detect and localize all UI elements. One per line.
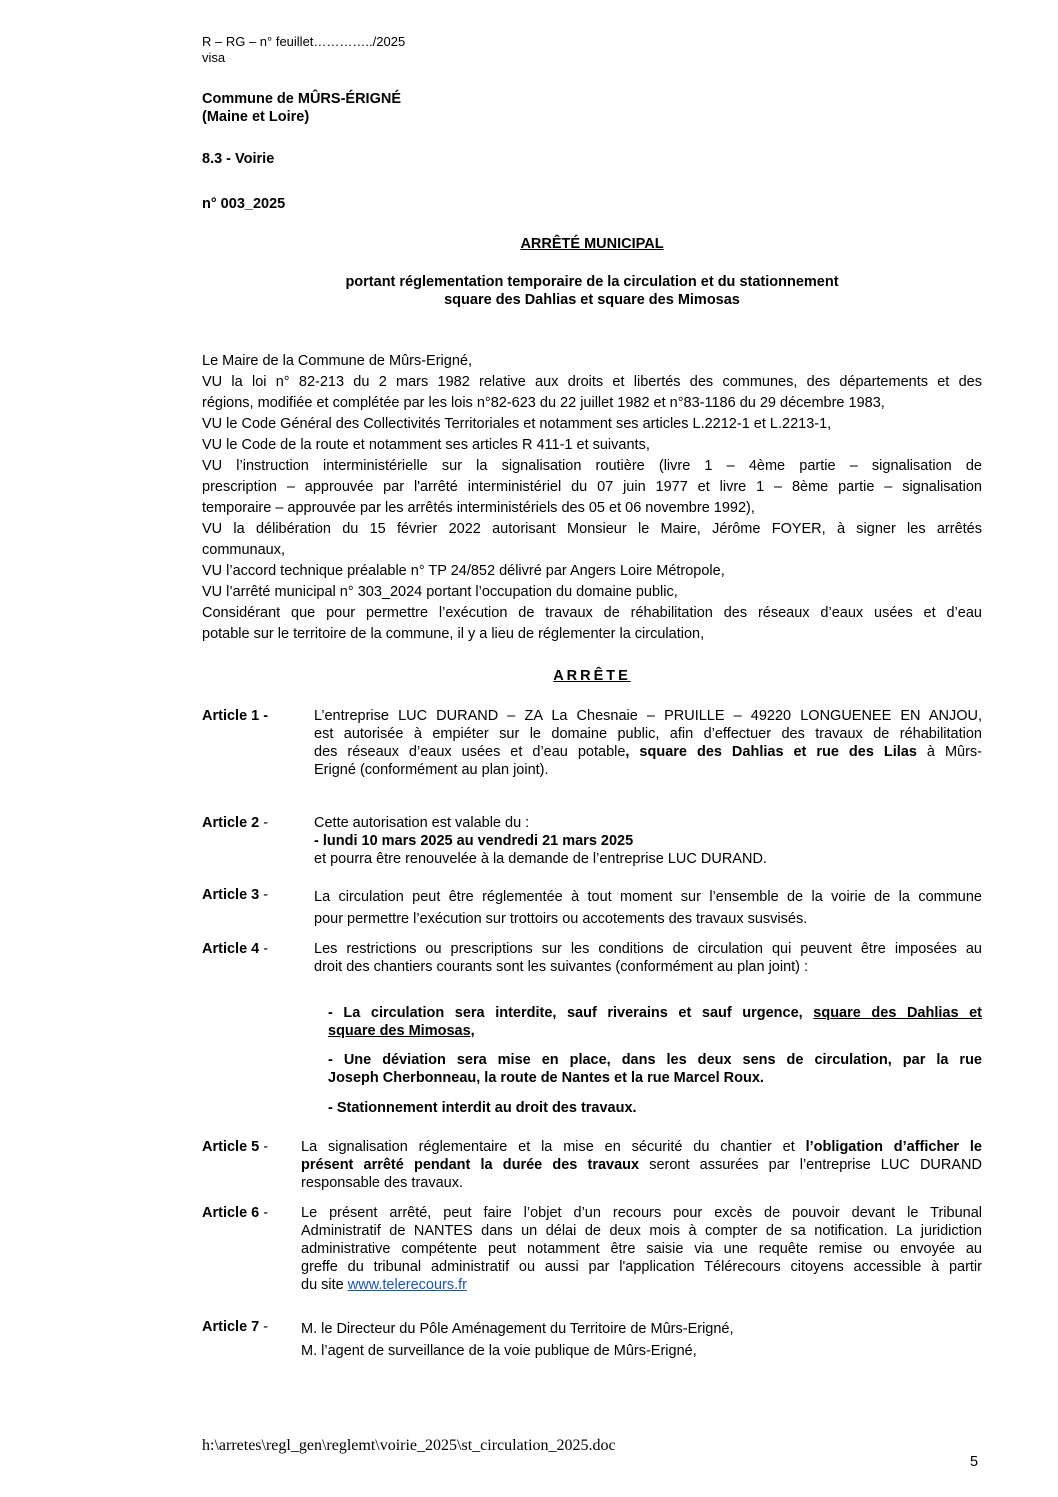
preamble-line: VU l’arrêté municipal n° 303_2024 portant l’occupation du domaine public, <box>202 584 678 600</box>
department: (Maine et Loire) <box>202 109 310 125</box>
category: 8.3 - Voirie <box>202 151 275 167</box>
telerecours-link[interactable]: www.telerecours.fr <box>347 1277 468 1293</box>
arrete-heading: ARRÊTE <box>553 668 631 684</box>
article-1-label: Article 1 - <box>202 708 269 724</box>
article-7-label: Article 7 - <box>202 1319 269 1335</box>
article-5-label: Article 5 - <box>202 1139 269 1155</box>
article-4-item-1: - La circulation sera interdite, sauf riverains et sauf urgence, square des Dahlias et square des Mimosas, <box>328 1005 983 1039</box>
page-title: ARRÊTÉ MUNICIPAL <box>520 236 664 252</box>
preamble-line: potable sur le territoire de la commune, il y a lieu de réglementer la circulation, <box>202 626 705 642</box>
article-4-item-3: - Stationnement interdit au droit des travaux. <box>328 1100 637 1116</box>
preamble-line: régions, modifiée et complétée par les lois n°82-623 du 22 juillet 1982 et n°83-1186 du 29 décembre 1983, <box>202 395 885 411</box>
article-1-body: L’entreprise LUC DURAND – ZA La Chesnaie – PRUILLE – 49220 LONGUENEE EN ANJOU, est autorisée à empiéter sur le domaine public, afin d’effectuer des travaux de réhabilitation des réseaux d’eaux usées et d’eau potable, square des Dahlias et rue des Lilas à Mûrs- Erigné (conformément au plan joint). <box>314 708 982 778</box>
article-2-body: Cette autorisation est valable du : - lundi 10 mars 2025 au vendredi 21 mars 2025 et pourra être renouvelée à la demande de l’entreprise LUC DURAND. <box>314 815 767 867</box>
article-6-body: Le présent arrêté, peut faire l’objet d’un recours pour excès de pouvoir devant le Tribunal Administratif de NANTES dans un délai de deux mois à compter de sa notification. La juridiction administrative compétente peut notamment être saisie via une requête remise ou envoyée au greffe du tribunal administratif ou aussi par l'application Télérecours citoyens accessible à partir du site www.telerecours.fr <box>301 1205 982 1293</box>
preamble-line: VU l’accord technique préalable n° TP 24/852 délivré par Angers Loire Métropole, <box>202 563 725 579</box>
preamble-line: VU l’instruction interministérielle sur la signalisation routière (livre 1 – 4ème partie – signalisation de <box>202 458 982 474</box>
preamble-line: prescription – approuvée par l'arrêté interministériel du 07 juin 1977 et livre 1 – 8ème partie – signalisation <box>202 479 982 495</box>
article-5-body: La signalisation réglementaire et la mise en sécurité du chantier et l’obligation d’afficher le présent arrêté pendant la durée des travaux seront assurées par l’entreprise LUC DURAND responsable des travaux. <box>301 1139 982 1191</box>
article-6-label: Article 6 - <box>202 1205 269 1221</box>
preamble-line: VU la loi n° 82-213 du 2 mars 1982 relative aux droits et libertés des communes, des départements et des <box>202 374 982 390</box>
article-2-label: Article 2 - <box>202 815 269 831</box>
article-3-label: Article 3 - <box>202 887 269 903</box>
preamble-line: communaux, <box>202 542 286 558</box>
commune-name: Commune de MÛRS-ÉRIGNÉ <box>202 91 401 107</box>
article-4-item-2: - Une déviation sera mise en place, dans les deux sens de circulation, par la rue Joseph Cherbonneau, la route de Nantes et la rue Marcel Roux. <box>328 1052 982 1086</box>
arrete-number: n° 003_2025 <box>202 196 286 212</box>
subtitle <box>202 273 982 309</box>
header-visa: visa <box>202 50 226 65</box>
article-4-label: Article 4 - <box>202 941 269 957</box>
article-7-body: M. le Directeur du Pôle Aménagement du Territoire de Mûrs-Erigné, M. l’agent de surveillance de la voie publique de Mûrs-Erigné, <box>301 1321 734 1359</box>
subtitle-line-2: square des Dahlias et square des Mimosas <box>444 292 740 308</box>
header-sheet-ref: R – RG – n° feuillet…………../2025 <box>202 34 406 49</box>
article-4-body: Les restrictions ou prescriptions sur les conditions de circulation qui peuvent être imposées au droit des chantiers courants sont les suivantes (conformément au plan joint) : <box>314 941 982 975</box>
preamble-line: Considérant que pour permettre l’exécution de travaux de réhabilitation des réseaux d’eaux usées et d’eau <box>202 605 982 621</box>
preamble-line: VU le Code de la route et notamment ses articles R 411-1 et suivants, <box>202 437 650 453</box>
subtitle-line-1: portant réglementation temporaire de la circulation et du stationnement <box>345 274 839 290</box>
footer-file-path: h:\arretes\regl_gen\reglemt\voirie_2025\st_circulation_2025.doc <box>202 1437 616 1454</box>
preamble-line: Le Maire de la Commune de Mûrs-Erigné, <box>202 353 472 369</box>
page-number: 5 <box>970 1454 979 1470</box>
article-3-body: La circulation peut être réglementée à tout moment sur l’ensemble de la voirie de la commune pour permettre l’exécution sur trottoirs ou accotements des travaux susvisés. <box>314 889 982 927</box>
preamble <box>202 351 982 645</box>
preamble-line: VU la délibération du 15 février 2022 autorisant Monsieur le Maire, Jérôme FOYER, à signer les arrêtés <box>202 521 982 537</box>
preamble-line: temporaire – approuvée par les arrêtés interministériels des 05 et 06 novembre 1992), <box>202 500 755 516</box>
preamble-line: VU le Code Général des Collectivités Territoriales et notamment ses articles L.2212-1 et L.2213-1, <box>202 416 832 432</box>
header-ref-block <box>202 34 405 66</box>
commune-block <box>202 90 401 126</box>
